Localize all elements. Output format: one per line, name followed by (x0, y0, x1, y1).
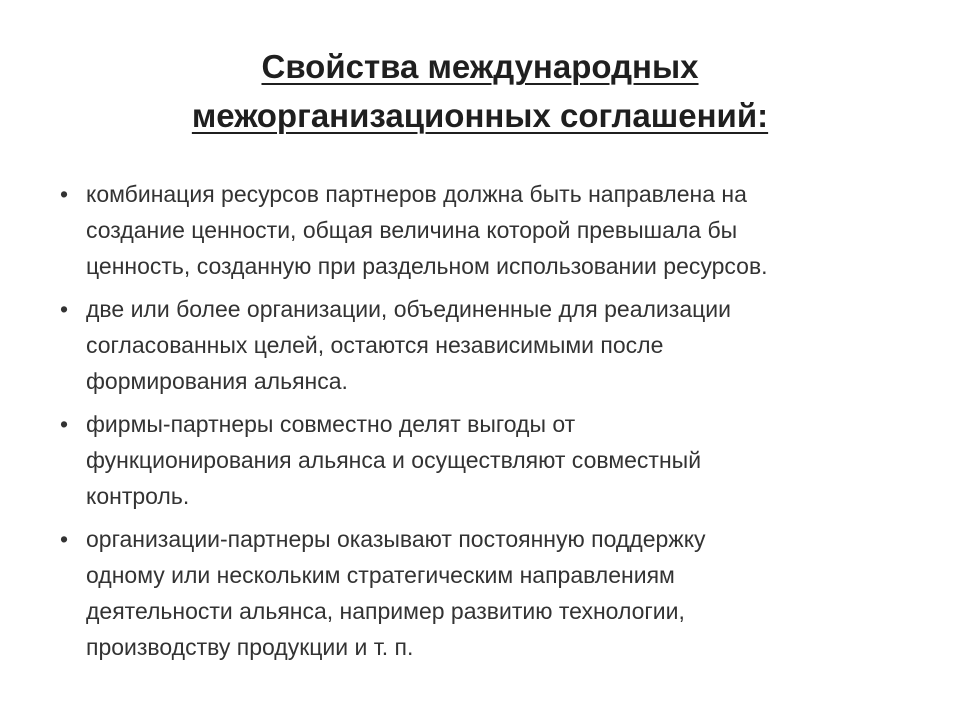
bullet-text-line: комбинация ресурсов партнеров должна быть направлена на (86, 181, 747, 207)
bullet-text-line: деятельности альянса, например развитию технологии, (86, 598, 685, 624)
bullet-text-line: контроль. (86, 483, 190, 509)
bullet-text-line: организации-партнеры оказывают постоянную поддержку (86, 526, 706, 552)
bullet-icon: • (60, 296, 69, 322)
bullet-text-line: ценность, созданную при раздельном использовании ресурсов. (86, 253, 768, 279)
bullet-icon: • (60, 181, 69, 207)
bullet-item-3 (60, 406, 920, 514)
bullet-item-4 (60, 521, 920, 665)
bullet-text-line: формирования альянса. (86, 368, 348, 394)
slide-title-line-2: межорганизационных соглашений: (191, 97, 769, 134)
bullet-text-line: одному или нескольким стратегическим направлениям (86, 562, 675, 588)
bullet-list (60, 176, 920, 672)
bullet-text-line: функционирования альянса и осуществляют совместный (86, 447, 702, 473)
bullet-item-2 (60, 291, 920, 399)
bullet-text-line: производству продукции и т. п. (86, 634, 414, 660)
slide-title-line-1: Свойства международных (261, 48, 699, 85)
slide-title (60, 42, 900, 140)
bullet-text-line: фирмы-партнеры совместно делят выгоды от (86, 411, 576, 437)
bullet-text-line: согласованных целей, остаются независимыми после (86, 332, 664, 358)
bullet-text-line: две или более организации, объединенные для реализации (86, 296, 731, 322)
bullet-item-1 (60, 176, 920, 284)
bullet-text-line: создание ценности, общая величина которой превышала бы (86, 217, 738, 243)
bullet-icon: • (60, 411, 69, 437)
bullet-icon: • (60, 526, 69, 552)
